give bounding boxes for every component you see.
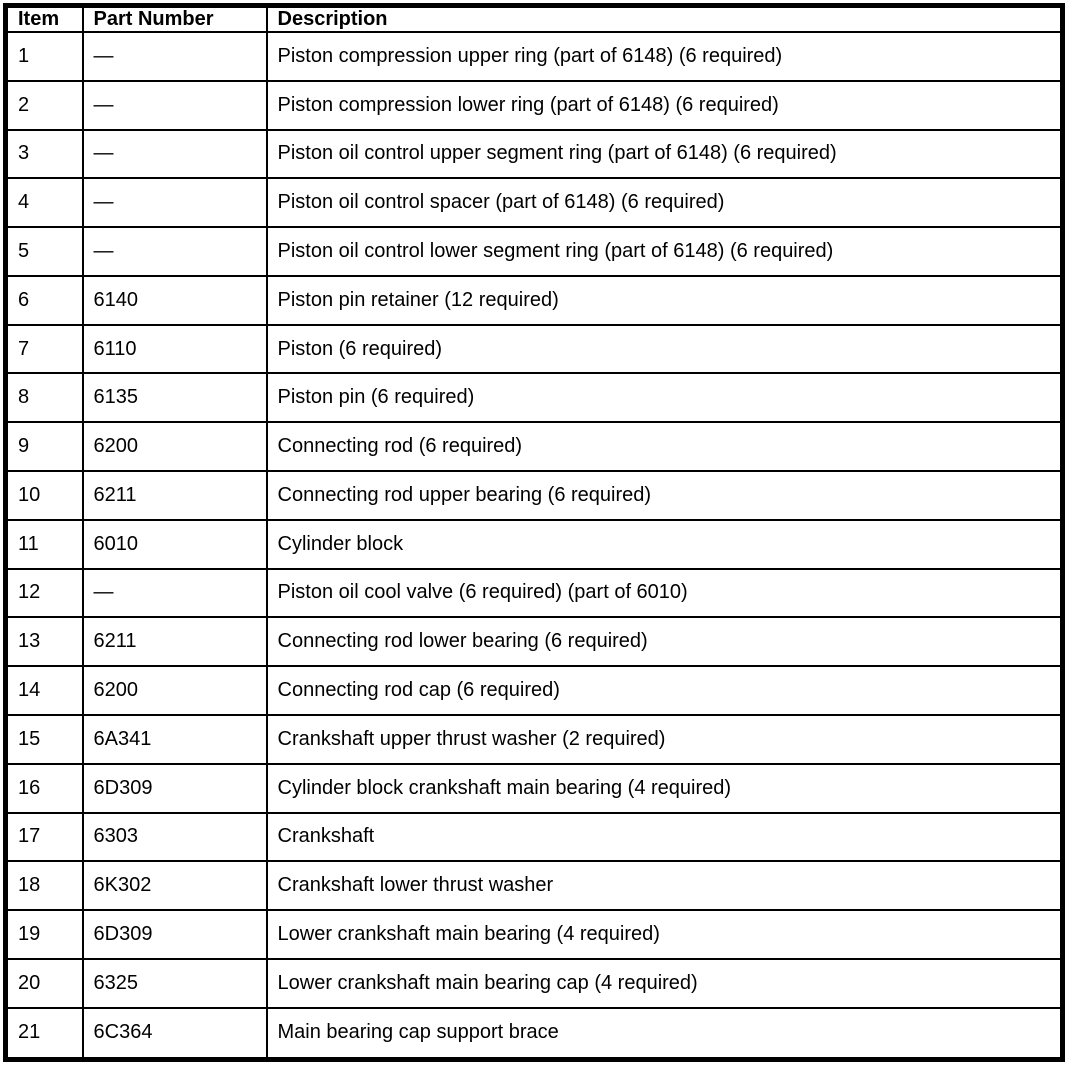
part-number-cell: — bbox=[83, 569, 267, 618]
part-number-cell: 6200 bbox=[83, 422, 267, 471]
description-cell: Connecting rod lower bearing (6 required) bbox=[267, 617, 1063, 666]
table-row bbox=[6, 81, 1063, 130]
description-cell: Piston pin retainer (12 required) bbox=[267, 276, 1063, 325]
item-cell: 16 bbox=[6, 764, 83, 813]
part-number-cell: — bbox=[83, 130, 267, 179]
description-cell: Crankshaft bbox=[267, 813, 1063, 862]
part-number-cell: 6211 bbox=[83, 617, 267, 666]
item-cell: 9 bbox=[6, 422, 83, 471]
item-cell: 10 bbox=[6, 471, 83, 520]
table-row bbox=[6, 666, 1063, 715]
description-cell: Piston compression lower ring (part of 6148) (6 required) bbox=[267, 81, 1063, 130]
description-cell: Piston oil control spacer (part of 6148) (6 required) bbox=[267, 178, 1063, 227]
table-row bbox=[6, 813, 1063, 862]
part-number-cell: 6211 bbox=[83, 471, 267, 520]
part-number-cell: 6135 bbox=[83, 373, 267, 422]
parts-table bbox=[3, 3, 1065, 1062]
part-number-cell: 6A341 bbox=[83, 715, 267, 764]
part-number-cell: — bbox=[83, 81, 267, 130]
part-number-cell: 6303 bbox=[83, 813, 267, 862]
part-number-cell: 6010 bbox=[83, 520, 267, 569]
part-number-cell: 6140 bbox=[83, 276, 267, 325]
table-row bbox=[6, 910, 1063, 959]
item-cell: 2 bbox=[6, 81, 83, 130]
description-cell: Piston oil control lower segment ring (part of 6148) (6 required) bbox=[267, 227, 1063, 276]
item-cell: 17 bbox=[6, 813, 83, 862]
description-cell: Piston oil control upper segment ring (part of 6148) (6 required) bbox=[267, 130, 1063, 179]
table-row bbox=[6, 959, 1063, 1008]
column-header-item: Item bbox=[6, 6, 83, 33]
item-cell: 4 bbox=[6, 178, 83, 227]
description-cell: Connecting rod (6 required) bbox=[267, 422, 1063, 471]
item-cell: 5 bbox=[6, 227, 83, 276]
description-cell: Cylinder block bbox=[267, 520, 1063, 569]
item-cell: 8 bbox=[6, 373, 83, 422]
table-row bbox=[6, 861, 1063, 910]
part-number-cell: 6C364 bbox=[83, 1008, 267, 1060]
description-cell: Piston pin (6 required) bbox=[267, 373, 1063, 422]
description-cell: Piston oil cool valve (6 required) (part of 6010) bbox=[267, 569, 1063, 618]
table-row bbox=[6, 325, 1063, 374]
part-number-cell: — bbox=[83, 227, 267, 276]
table-row bbox=[6, 130, 1063, 179]
table-row bbox=[6, 617, 1063, 666]
description-cell: Connecting rod upper bearing (6 required) bbox=[267, 471, 1063, 520]
column-header-part-number: Part Number bbox=[83, 6, 267, 33]
part-number-cell: — bbox=[83, 32, 267, 81]
item-cell: 6 bbox=[6, 276, 83, 325]
table-row bbox=[6, 422, 1063, 471]
item-cell: 13 bbox=[6, 617, 83, 666]
description-cell: Main bearing cap support brace bbox=[267, 1008, 1063, 1060]
table-row bbox=[6, 32, 1063, 81]
part-number-cell: 6325 bbox=[83, 959, 267, 1008]
table-row bbox=[6, 569, 1063, 618]
description-cell: Lower crankshaft main bearing (4 required) bbox=[267, 910, 1063, 959]
part-number-cell: 6D309 bbox=[83, 764, 267, 813]
item-cell: 7 bbox=[6, 325, 83, 374]
table-row bbox=[6, 764, 1063, 813]
table-row bbox=[6, 471, 1063, 520]
description-cell: Connecting rod cap (6 required) bbox=[267, 666, 1063, 715]
header-row bbox=[6, 6, 1063, 33]
item-cell: 19 bbox=[6, 910, 83, 959]
table-row bbox=[6, 715, 1063, 764]
table-row bbox=[6, 1008, 1063, 1060]
parts-table-body bbox=[6, 32, 1063, 1060]
description-cell: Crankshaft upper thrust washer (2 required) bbox=[267, 715, 1063, 764]
item-cell: 3 bbox=[6, 130, 83, 179]
item-cell: 14 bbox=[6, 666, 83, 715]
item-cell: 21 bbox=[6, 1008, 83, 1060]
part-number-cell: 6200 bbox=[83, 666, 267, 715]
table-row bbox=[6, 520, 1063, 569]
part-number-cell: — bbox=[83, 178, 267, 227]
parts-table-header bbox=[6, 6, 1063, 33]
table-row bbox=[6, 227, 1063, 276]
table-row bbox=[6, 178, 1063, 227]
item-cell: 1 bbox=[6, 32, 83, 81]
table-row bbox=[6, 373, 1063, 422]
column-header-description: Description bbox=[267, 6, 1063, 33]
part-number-cell: 6110 bbox=[83, 325, 267, 374]
item-cell: 18 bbox=[6, 861, 83, 910]
item-cell: 20 bbox=[6, 959, 83, 1008]
description-cell: Piston compression upper ring (part of 6148) (6 required) bbox=[267, 32, 1063, 81]
table-row bbox=[6, 276, 1063, 325]
item-cell: 11 bbox=[6, 520, 83, 569]
description-cell: Lower crankshaft main bearing cap (4 required) bbox=[267, 959, 1063, 1008]
item-cell: 15 bbox=[6, 715, 83, 764]
description-cell: Piston (6 required) bbox=[267, 325, 1063, 374]
description-cell: Crankshaft lower thrust washer bbox=[267, 861, 1063, 910]
item-cell: 12 bbox=[6, 569, 83, 618]
part-number-cell: 6K302 bbox=[83, 861, 267, 910]
description-cell: Cylinder block crankshaft main bearing (4 required) bbox=[267, 764, 1063, 813]
part-number-cell: 6D309 bbox=[83, 910, 267, 959]
